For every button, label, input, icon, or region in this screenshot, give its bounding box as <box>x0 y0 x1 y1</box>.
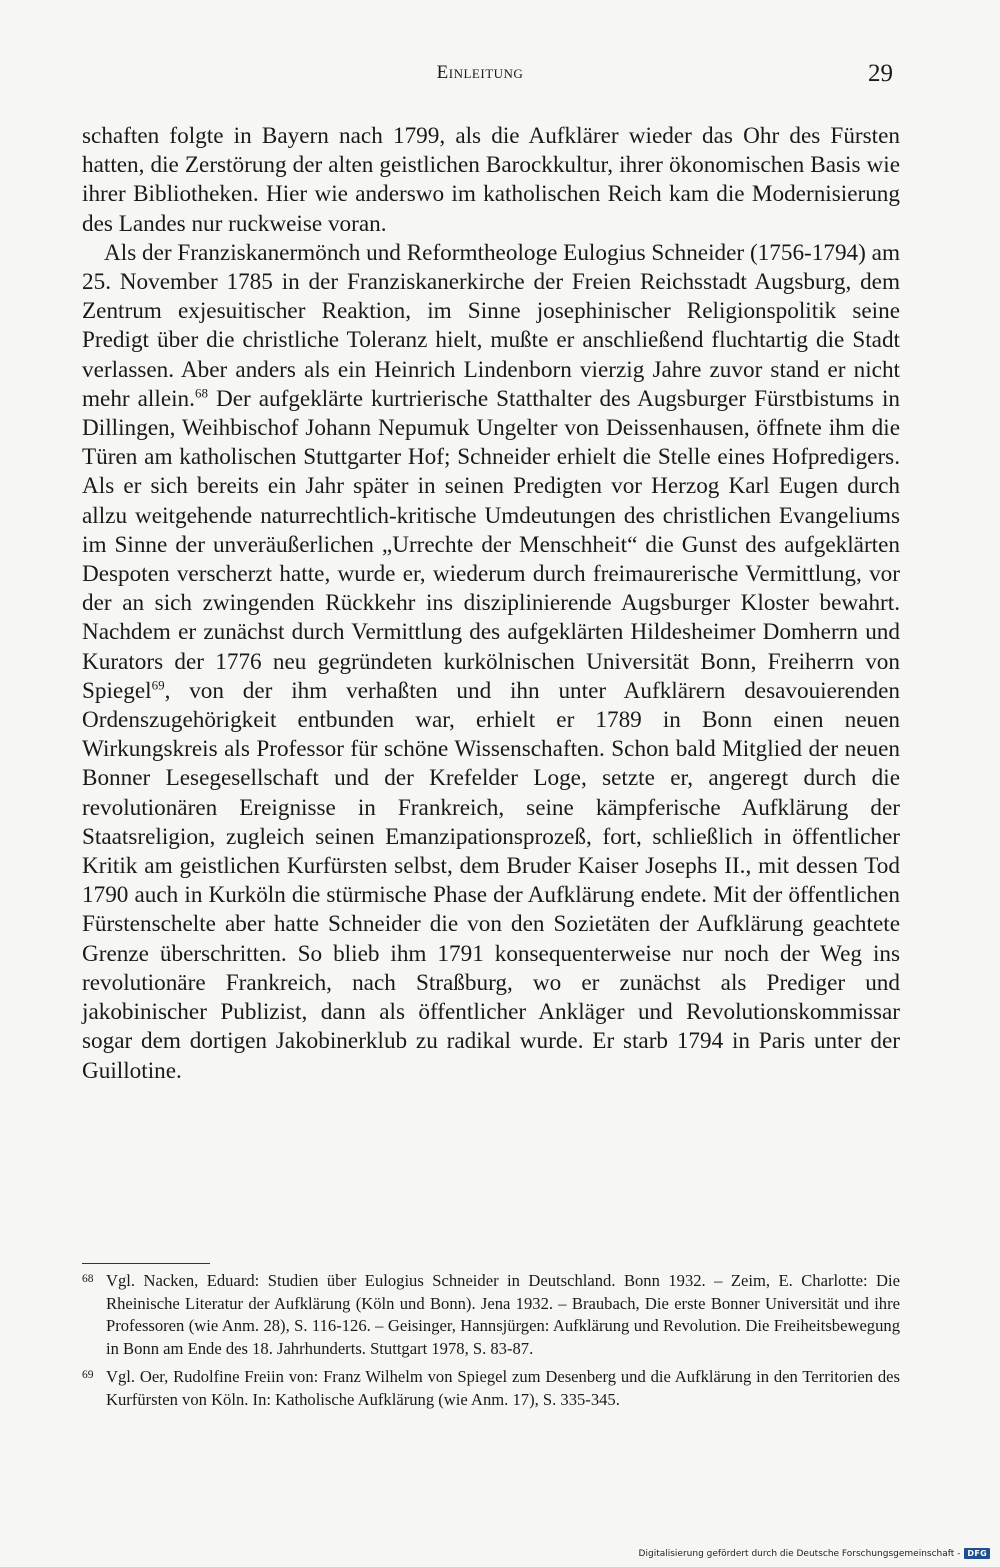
footnote-text: Vgl. Oer, Rudolfine Freiin von: Franz Wilhelm von Spiegel zum Desenberg und die Aufklärung in den Territorien des Kurfürsten von Köln. In: Katholische Aufklärung (wie Anm. 17), S. 335-345. <box>106 1367 900 1409</box>
footnote-text: Vgl. Nacken, Eduard: Studien über Eulogius Schneider in Deutschland. Bonn 1932. – Zeim, E. Charlotte: Die Rheinische Literatur der Aufklärung (Köln und Bonn). Jena 1932. – Braubach, Die erste Bonner Universität und ihre Professoren (wie Anm. 28), S. 116-126. – Geisinger, Hannsjürgen: Aufklärung und Revolution. Die Freiheitsbewegung in Bonn am Ende des 18. Jahrhunderts. Stuttgart 1978, S. 83-87. <box>106 1271 900 1358</box>
footnote-ref-68[interactable]: 68 <box>194 385 208 401</box>
text-segment: Der aufgeklärte kurtrierische Statthalter des Augsburger Fürstbistums in Dillingen, Weihbischof Johann Nepumuk Ungelter von Deissenhausen, öffnete ihm die Türen am katholischen Stuttgarter Hof; Schneider erhielt die Stelle eines Hofpredigers. Als er sich bereits ein Jahr später in seinen Predigten vor Herzog Karl Eugen durch allzu weitgehende naturrechtlich-kritische Umdeutungen des christlichen Evangeliums im Sinne der unveräußerlichen „Urrechte der Menschheit“ die Gunst des aufgeklärten Despoten verscherzt hatte, wurde er, wiederum durch freimaurerische Vermittlung, vor der an sich zwingenden Rückkehr ins disziplinierende Augsburger Kloster bewahrt. Nachdem er zunächst durch Vermittlung des aufgeklärten Hildesheimer Domherrn und Kurators der 1776 neu gegründeten kurkölnischen Universität Bonn, Freiherrn von Spiegel <box>82 385 900 704</box>
footnote-marker: 69 <box>82 1369 94 1382</box>
credit-text: Digitalisierung gefördert durch die Deutsche Forschungsgemeinschaft - <box>638 1548 961 1559</box>
paragraph-1 <box>82 122 900 239</box>
footnote-69 <box>82 1366 900 1411</box>
footnotes <box>82 1270 900 1418</box>
text-segment: , von der ihm verhaßten und ihn unter Aufklärern desavouierenden Ordenszugehörigkeit entbunden war, erhielt er 1789 in Bonn einen neuen Wirkungskreis als Professor für schöne Wissenschaften. Schon bald Mitglied der neuen Bonner Lesegesellschaft und der Krefelder Loge, setzte er, angeregt durch die revolutionären Ereignisse in Frankreich, seine kämpferische Aufklärung der Staatsreligion, zugleich seinen Emanzipationsprozeß, fort, schließlich in öffentlicher Kritik am geistlichen Kurfürsten selbst, dem Bruder Kaiser Josephs II., mit dessen Tod 1790 auch in Kurköln die stürmische Phase der Aufklärung endete. Mit der öffentlichen Fürstenschelte aber hatte Schneider die von den Sozietäten der Aufklärung geachtete Grenze überschritten. So blieb ihm 1791 konsequenterweise nur noch der Weg ins revolutionäre Frankreich, nach Straßburg, wo er zunächst als Prediger und jakobinischer Publizist, dann als öffentlicher Ankläger und Revolutionskommissar sogar dem dortigen Jakobinerklub zu radikal wurde. Er starb 1794 in Paris unter der Guillotine. <box>82 677 900 1084</box>
footnote-68 <box>82 1270 900 1360</box>
main-text <box>82 122 900 1086</box>
page-number: 29 <box>868 60 893 87</box>
chapter-title: Einleitung <box>436 62 524 83</box>
footnote-divider <box>82 1263 210 1264</box>
footnote-ref-69[interactable]: 69 <box>151 677 165 693</box>
paragraph-2 <box>82 239 900 1086</box>
text-segment: schaften folgte in Bayern nach 1799, als die Aufklärer wieder das Ohr des Fürsten hatten, die Zerstörung der alten geistlichen Barockkultur, ihrer ökonomischen Basis wie ihrer Bibliotheken. Hier wie anderswo im katholischen Reich kam die Modernisierung des Landes nur ruckweise voran. <box>82 123 900 237</box>
digitization-credit <box>639 1548 990 1559</box>
text-segment: Als der Franziskanermönch und Reformtheologe Eulogius Schneider (1756-1794) am 25. November 1785 in der Franziskanerkirche der Freien Reichsstadt Augsburg, dem Zentrum exjesuitischer Reaktion, im Sinne josephinischer Religionspolitik seine Predigt über die christliche Toleranz hielt, mußte er anschließend fluchtartig die Stadt verlassen. Aber anders als ein Heinrich Lindenborn vierzig Jahre zuvor stand er nicht mehr allein. <box>82 239 900 412</box>
dfg-logo-icon: DFG <box>964 1548 990 1559</box>
footnote-marker: 68 <box>82 1273 94 1285</box>
